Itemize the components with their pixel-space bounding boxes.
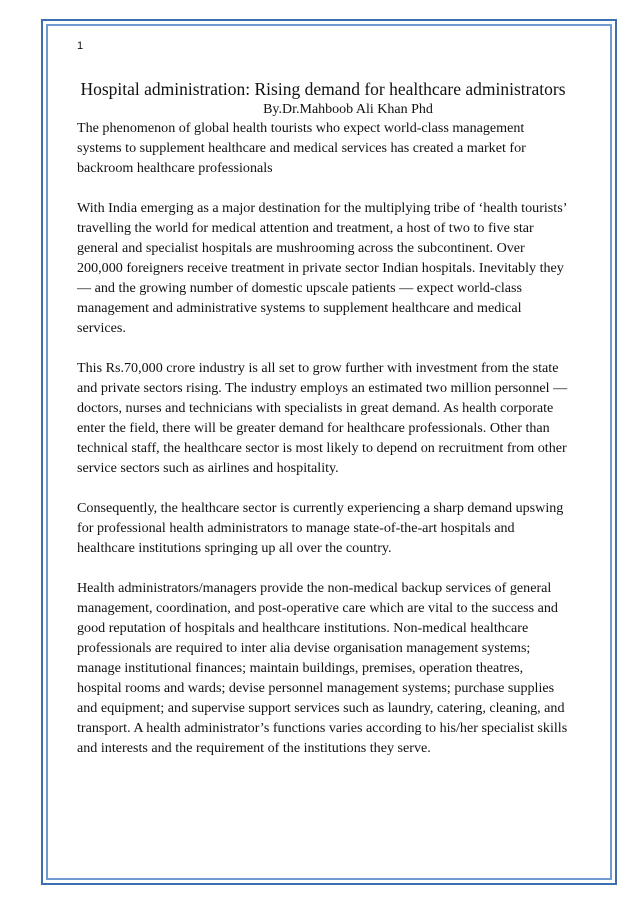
article-title: Hospital administration: Rising demand for healthcare administrators xyxy=(80,79,566,99)
paragraph-india-destination: With India emerging as a major destination for the multiplying tribe of ‘health tourists’ travelling the world for medical attention and treatment, a host of two to five star general and specialist hospitals are mushrooming across the subcontinent. Over 200,000 foreigners receive treatment in private sector Indian hospitals. Inevitably they — and the growing number of domestic upscale patients — expect world-class management and administrative systems to supplement healthcare and medical services. xyxy=(77,200,567,336)
paragraph-intro: The phenomenon of global health tourists who expect world-class management systems to supplement healthcare and medical services has created a market for backroom healthcare professionals xyxy=(77,120,526,176)
paragraph-demand-upswing: Consequently, the healthcare sector is currently experiencing a sharp demand upswing for professional health administrators to manage state-of-the-art hospitals and healthcare institutions springing up all over the country. xyxy=(77,500,564,556)
article-body xyxy=(77,79,569,778)
article-author: By.Dr.Mahboob Ali Khan Phd xyxy=(263,102,433,117)
paragraph-industry-growth: This Rs.70,000 crore industry is all set to grow further with investment from the state and private sectors rising. The industry employs an estimated two million personnel — doctors, nurses and technicians with specialists in great demand. As health corporate enter the field, there will be greater demand for healthcare professionals. Other than technical staff, the healthcare sector is most likely to depend on recruitment from other service sectors such as airlines and hospitality. xyxy=(77,360,568,476)
page-number: 1 xyxy=(77,40,84,52)
paragraph-administrator-functions: Health administrators/managers provide the non-medical backup services of general management, coordination, and post-operative care which are vital to the success and good reputation of hospitals and healthcare institutions. Non-medical healthcare professionals are required to inter alia devise organisation management systems; manage institutional finances; maintain buildings, premises, operation theatres, hospital rooms and wards; devise personnel management systems; purchase supplies and equipment; and supervise support services such as laundry, catering, cleaning, and transport. A health administrator’s functions varies according to his/her specialist skills and interests and the requirement of the institutions they serve. xyxy=(77,580,568,756)
